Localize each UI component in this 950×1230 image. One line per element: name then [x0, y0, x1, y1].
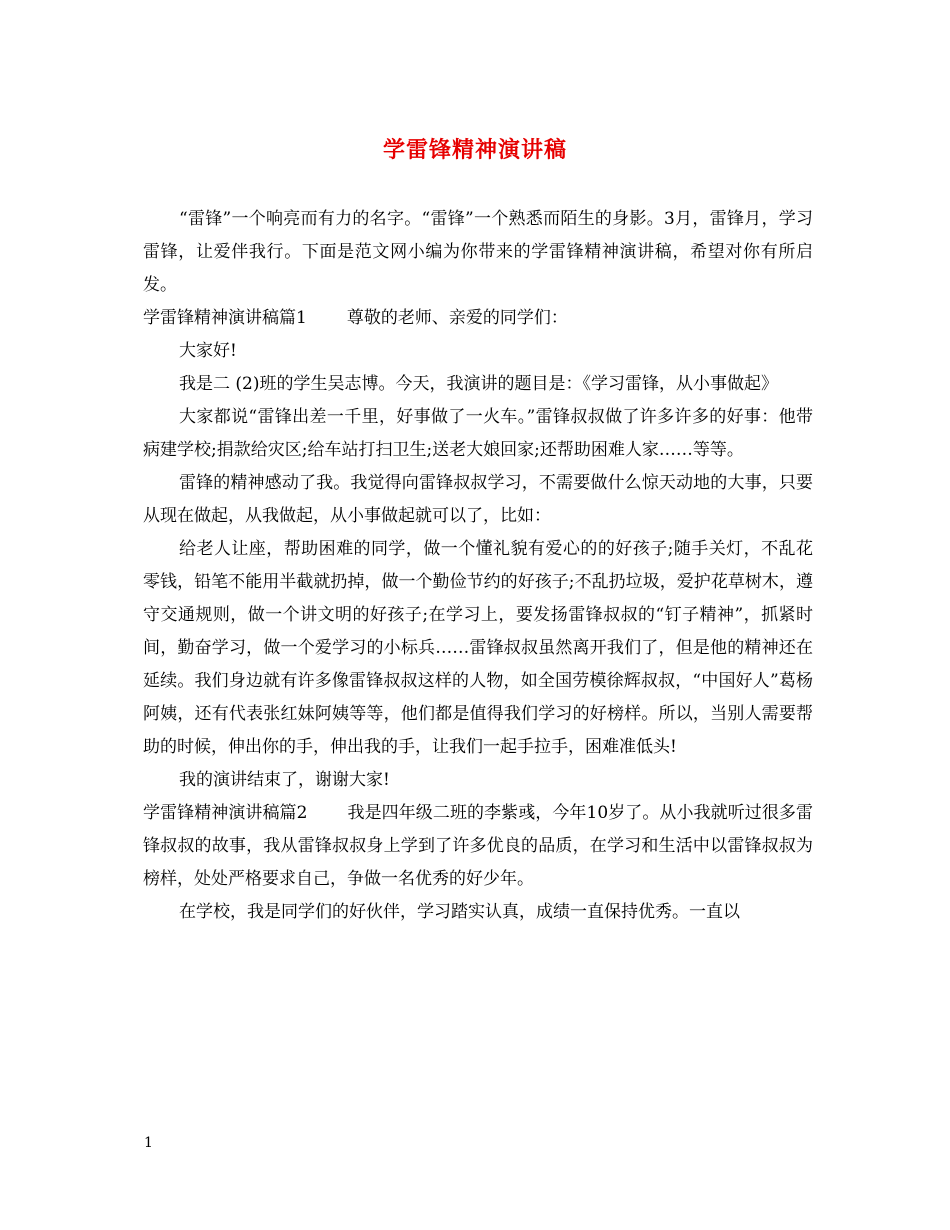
section-1-heading: 学雷锋精神演讲稿篇1: [143, 308, 307, 328]
examples-paragraph: 给老人让座，帮助困难的同学，做一个懂礼貌有爱心的的好孩子;随手关灯，不乱花零钱，铅笔不能用半截就扔掉，做一个勤俭节约的好孩子;不乱扔垃圾，爱护花草树木，遵守交通规则，做一个讲文明的好孩子;在学习上，要发扬雷锋叔叔的“钉子精神”，抓紧时间，勤奋学习，做一个爱学习的小标兵……雷锋叔叔虽然离开我们了，但是他的精神还在延续。我们身边就有许多像雷锋叔叔这样的人物，如全国劳模徐辉叔叔，“中国好人”葛杨阿姨，还有代表张红妹阿姨等等，他们都是值得我们学习的好榜样。所以，当别人需要帮助的时候，伸出你的手，伸出我的手，让我们一起手拉手，困难准低头!: [143, 539, 813, 757]
spirit-paragraph: 雷锋的精神感动了我。我觉得向雷锋叔叔学习，不需要做什么惊天动地的大事，只要从现在做起，从我做起，从小事做起就可以了，比如：: [143, 473, 813, 526]
greeting-paragraph: 大家好!: [179, 341, 237, 361]
intro-paragraph: “雷锋”一个响亮而有力的名字。“雷锋”一个熟悉而陌生的身影。3月，雷锋月，学习雷锋，让爱伴我行。下面是范文网小编为你带来的学雷锋精神演讲稿，希望对你有所启发。: [143, 209, 813, 295]
section-2-heading: 学雷锋精神演讲稿篇2: [143, 803, 308, 823]
school-paragraph: 在学校，我是同学们的好伙伴，学习踏实认真，成绩一直保持优秀。一直以: [179, 902, 740, 922]
document-body: [143, 203, 813, 929]
closing-paragraph: 我的演讲结束了，谢谢大家!: [179, 770, 390, 790]
section-2-paragraph: [143, 797, 813, 896]
self-introduction-paragraph: 我是二 (2)班的学生吴志博。今天，我演讲的题目是：《学习雷锋，从小事做起》: [179, 374, 778, 394]
document-title: 学雷锋精神演讲稿: [382, 137, 567, 163]
section-2-opening: 我是四年级二班的李紫彧，今年10岁了。从小我就听过很多雷锋叔叔的故事，我从雷锋叔叔身上学到了许多优良的品质，在学习和生活中以雷锋叔叔为榜样，处处严格要求自己，争做一名优秀的好少年。: [143, 803, 813, 889]
section-1-line: [143, 302, 813, 335]
section-1-opening: 尊敬的老师、亲爱的同学们：: [346, 308, 568, 328]
page-number: 1: [144, 1135, 153, 1151]
good-deeds-paragraph: 大家都说“雷锋出差一千里，好事做了一火车。”雷锋叔叔做了许多许多的好事：他带病建学校;捐款给灾区;给车站打扫卫生;送老大娘回家;还帮助困难人家……等等。: [143, 407, 813, 460]
